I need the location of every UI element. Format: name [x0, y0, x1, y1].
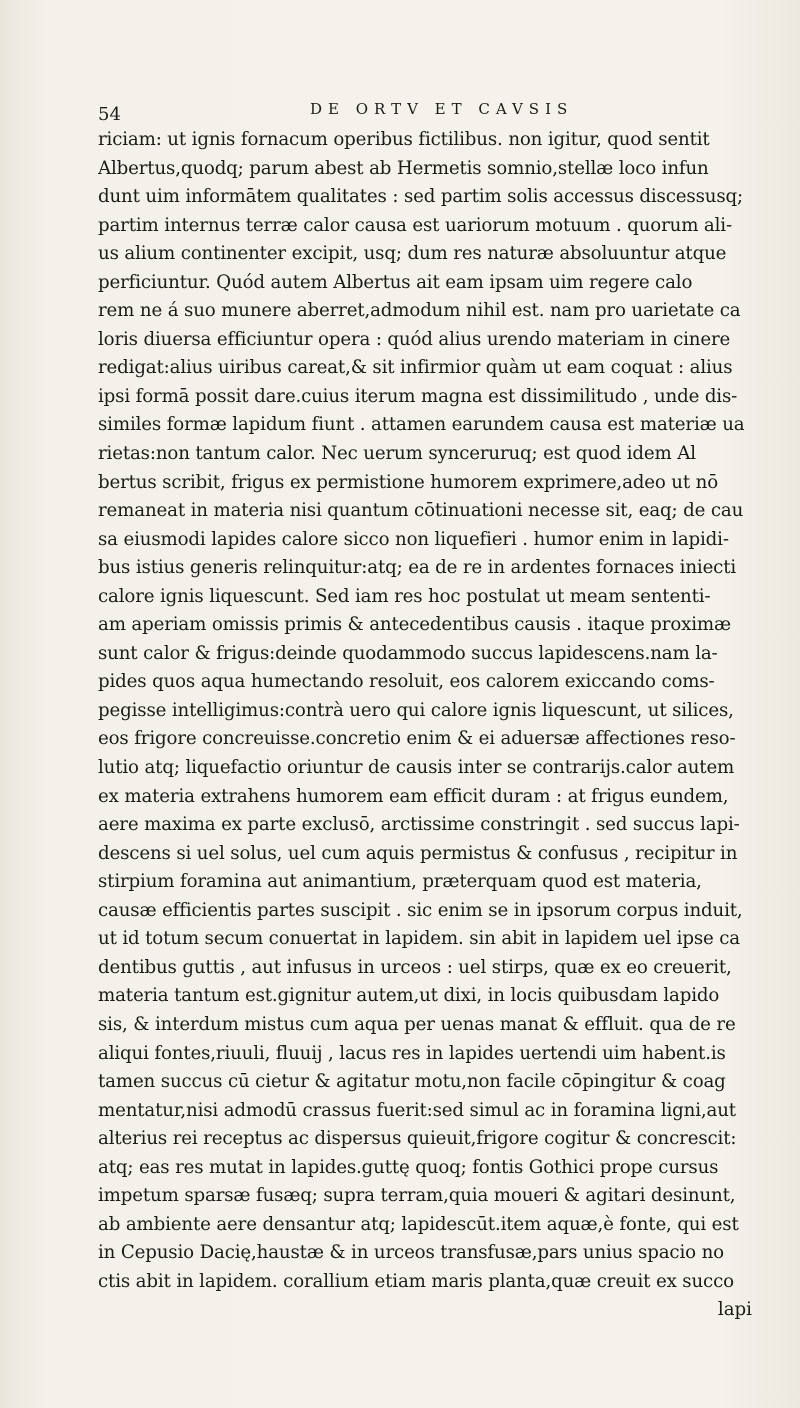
page-number: 54	[98, 104, 121, 125]
text-line: mentatur,nisi admodū crassus fuerit:sed simul ac in foramina ligni,aut	[98, 1099, 736, 1121]
text-line: remaneat in materia nisi quantum cōtinuationi necesse sit, eaq; de cau	[98, 500, 744, 522]
text-line: rem ne á suo munere aberret,admodum nihil est. nam pro uarietate ca	[98, 300, 741, 322]
text-line: am aperiam omissis primis & antecedentibus causis . itaque proximæ	[98, 614, 731, 636]
text-line: causæ efficientis partes suscipit . sic enim se in ipsorum corpus induit,	[98, 899, 743, 921]
text-line: sa eiusmodi lapides calore sicco non liquefieri . humor enim in lapidi-	[98, 528, 729, 550]
text-line: atq; eas res mutat in lapides.guttę quoq; fontis Gothici prope cursus	[98, 1156, 719, 1178]
text-line: riciam: ut ignis fornacum operibus fictilibus. non igitur, quod sentit	[98, 129, 710, 150]
text-line: ex materia extrahens humorem eam efficit duram : at frigus eundem,	[98, 785, 729, 807]
running-head: DE ORTV ET CAVSIS	[310, 100, 574, 118]
text-line: stirpium foramina aut animantium, præterquam quod est materia,	[98, 871, 702, 893]
text-line: tamen succus cū cietur & agitatur motu,non facile cōpingitur & coag	[98, 1071, 726, 1093]
text-line: descens si uel solus, uel cum aquis permistus & confusus , recipitur in	[98, 842, 738, 864]
text-line: us alium continenter excipit, usq; dum res naturæ absoluuntur atque	[98, 243, 727, 265]
text-line: partim internus terræ calor causa est uariorum motuum . quorum ali-	[98, 214, 732, 236]
text-line: rietas:non tantum calor. Nec uerum synceruruq; est quod idem Al	[98, 443, 696, 465]
text-line: dunt uim informātem qualitates : sed partim solis accessus discessusq;	[98, 186, 743, 208]
text-line: ipsi formā possit dare.cuius iterum magna est dissimilitudo , unde dis-	[98, 385, 738, 407]
catchword: lapi	[717, 1299, 752, 1321]
text-line: bertus scribit, frigus ex permistione humorem exprimere,adeo ut nō	[98, 471, 719, 493]
text-line: bus istius generis relinquitur:atq; ea de re in ardentes fornaces iniecti	[98, 557, 737, 579]
text-line: sis, & interdum mistus cum aqua per uenas manat & effluit. qua de re	[98, 1013, 736, 1035]
text-line: calore ignis liquescunt. Sed iam res hoc postulat ut meam sententi-	[98, 585, 711, 607]
text-line: ab ambiente aere densantur atq; lapidescūt.item aquæ,è fonte, qui est	[98, 1213, 739, 1235]
text-line: eos frigore concreuisse.concretio enim & ei aduersæ affectiones reso-	[98, 728, 736, 750]
body-text	[98, 126, 758, 1325]
text-line: perficiuntur. Quód autem Albertus ait eam ipsam uim regere calo	[98, 271, 693, 293]
text-line: dentibus guttis , aut infusus in urceos : uel stirps, quæ ex eo creuerit,	[98, 956, 732, 978]
text-line: pegisse intelligimus:contrà uero qui calore ignis liquescunt, ut silices,	[98, 699, 734, 721]
text-line: similes formæ lapidum fiunt . attamen earundem causa est materiæ ua	[98, 414, 745, 436]
text-line: aliqui fontes,riuuli, fluuij , lacus res in lapides uertendi uim habent.is	[98, 1042, 726, 1064]
text-line: pides quos aqua humectando resoluit, eos calorem exiccando coms-	[98, 671, 715, 693]
text-line: alterius rei receptus ac dispersus quieuit,frigore cogitur & concrescit:	[98, 1128, 737, 1150]
text-line: ctis abit in lapidem. corallium etiam maris planta,quæ creuit ex succo	[98, 1270, 734, 1292]
text-line: Albertus,quodq; parum abest ab Hermetis somnio,stellæ loco infun	[98, 157, 709, 179]
text-line: ut id totum secum conuertat in lapidem. sin abit in lapidem uel ipse ca	[98, 928, 740, 950]
text-line: aere maxima ex parte exclusō, arctissime constringit . sed succus lapi-	[98, 814, 740, 836]
text-line: lutio atq; liquefactio oriuntur de causis inter se contrarijs.calor autem	[98, 757, 735, 779]
text-line: loris diuersa efficiuntur opera : quód alius urendo materiam in cinere	[98, 328, 731, 350]
text-line: sunt calor & frigus:deinde quodammodo succus lapidescens.nam la-	[98, 642, 718, 664]
text-line: in Cepusio Dacię,haustæ & in urceos transfusæ,pars unius spacio no	[98, 1242, 724, 1264]
text-line: impetum sparsæ fusæq; supra terram,quia moueri & agitari desinunt,	[98, 1185, 736, 1207]
text-line: materia tantum est.gignitur autem,ut dixi, in locis quibusdam lapido	[98, 985, 720, 1007]
text-line: redigat:alius uiribus careat,& sit infirmior quàm ut eam coquat : alius	[98, 357, 733, 379]
